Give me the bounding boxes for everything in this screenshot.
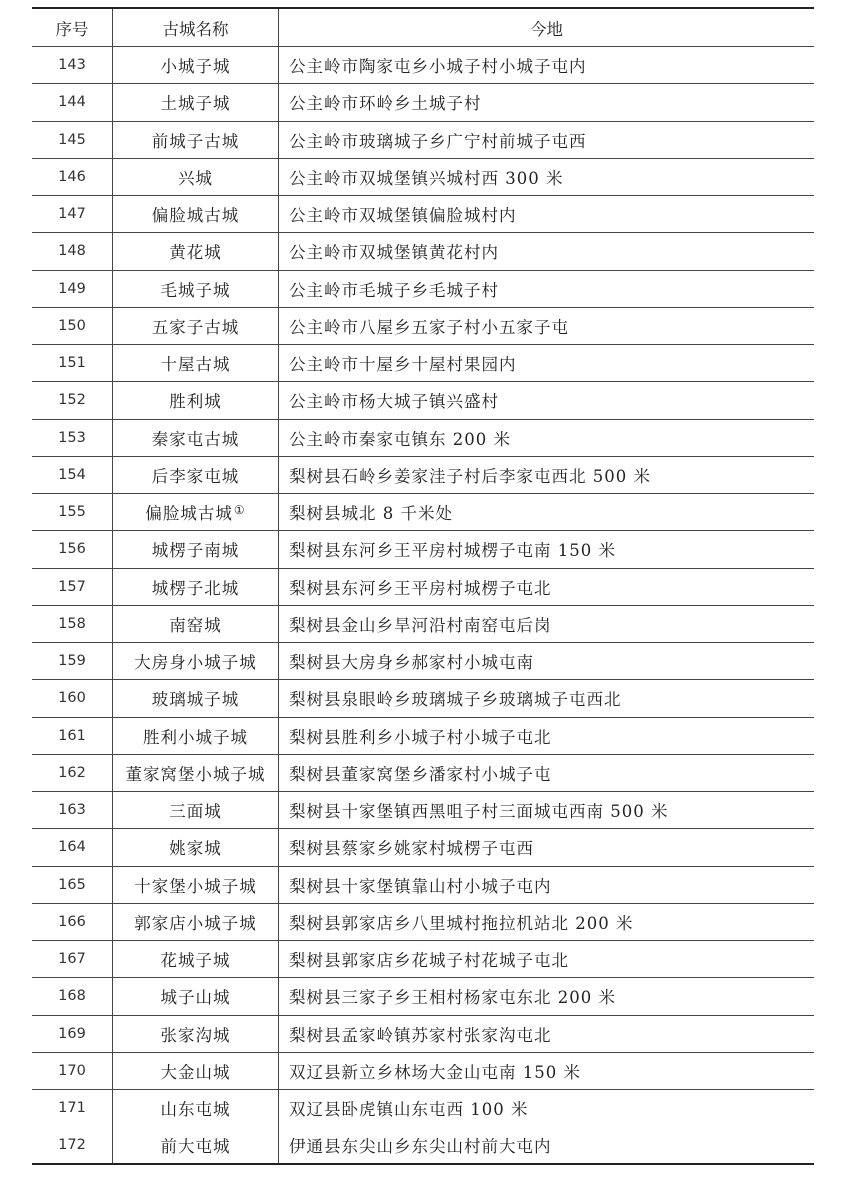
location-cell: 梨树县三家子乡王相村杨家屯东北 200 米 [279, 978, 815, 1015]
city-name: 董家窝堡小城子城 [125, 764, 266, 784]
city-name-cell [113, 345, 279, 382]
city-name-cell [113, 270, 279, 307]
serial-cell: 165 [32, 866, 113, 903]
document-page [32, 7, 814, 1165]
city-name-cell [113, 233, 279, 270]
city-name-cell [113, 903, 279, 940]
footnote-marker: ① [233, 503, 246, 518]
city-name-cell [113, 1015, 279, 1052]
location-cell: 梨树县胜利乡小城子村小城子屯北 [279, 717, 815, 754]
city-name: 南窑城 [169, 615, 222, 635]
city-name: 花城子城 [160, 951, 231, 971]
table-row [32, 978, 814, 1015]
location-cell: 梨树县城北 8 千米处 [279, 494, 815, 531]
location-cell: 梨树县东河乡王平房村城楞子屯北 [279, 568, 815, 605]
location-cell: 公主岭市八屋乡五家子村小五家子屯 [279, 307, 815, 344]
table-row [32, 903, 814, 940]
table-row [32, 158, 814, 195]
city-name-cell [113, 196, 279, 233]
location-cell: 梨树县郭家店乡八里城村拖拉机站北 200 米 [279, 903, 815, 940]
city-name-cell [113, 680, 279, 717]
location-cell: 双辽县新立乡林场大金山屯南 150 米 [279, 1052, 815, 1089]
serial-cell: 154 [32, 456, 113, 493]
location-cell: 梨树县东河乡王平房村城楞子屯南 150 米 [279, 531, 815, 568]
serial-cell: 152 [32, 382, 113, 419]
city-name: 兴城 [178, 168, 213, 188]
city-name: 十屋古城 [160, 355, 231, 375]
city-name-cell [113, 829, 279, 866]
location-cell: 梨树县石岭乡姜家洼子村后李家屯西北 500 米 [279, 456, 815, 493]
serial-cell: 168 [32, 978, 113, 1015]
table-row [32, 196, 814, 233]
table-row [32, 792, 814, 829]
location-cell: 梨树县大房身乡郝家村小城屯南 [279, 643, 815, 680]
table-row [32, 941, 814, 978]
location-cell: 梨树县十家堡镇靠山村小城子屯内 [279, 866, 815, 903]
city-name: 前城子古城 [151, 131, 240, 151]
city-name: 十家堡小城子城 [134, 876, 257, 896]
serial-cell: 144 [32, 84, 113, 121]
serial-cell: 151 [32, 345, 113, 382]
serial-cell: 148 [32, 233, 113, 270]
table-header-row [32, 8, 814, 47]
location-cell: 公主岭市陶家屯乡小城子村小城子屯内 [279, 47, 815, 84]
location-cell: 公主岭市环岭乡土城子村 [279, 84, 815, 121]
serial-cell: 149 [32, 270, 113, 307]
city-name: 姚家城 [169, 839, 222, 859]
serial-cell: 161 [32, 717, 113, 754]
serial-cell: 155 [32, 494, 113, 531]
city-name-cell [113, 1052, 279, 1089]
table-row [32, 1052, 814, 1089]
city-name: 三面城 [169, 802, 222, 822]
city-name: 胜利小城子城 [143, 727, 248, 747]
city-name-cell [113, 307, 279, 344]
city-name: 前大屯城 [160, 1136, 231, 1156]
city-name: 城楞子南城 [151, 541, 240, 561]
location-cell: 梨树县金山乡旱河沿村南窑屯后岗 [279, 605, 815, 642]
table-row [32, 1127, 814, 1164]
ancient-city-table [32, 7, 814, 1165]
city-name: 偏脸城古城 [151, 206, 240, 226]
table-row [32, 456, 814, 493]
header-serial: 序号 [32, 8, 113, 47]
city-name-cell [113, 866, 279, 903]
table-body [32, 47, 814, 1165]
city-name: 五家子古城 [151, 317, 240, 337]
location-cell: 公主岭市玻璃城子乡广宁村前城子屯西 [279, 121, 815, 158]
location-cell: 公主岭市杨大城子镇兴盛村 [279, 382, 815, 419]
city-name: 大房身小城子城 [134, 653, 257, 673]
location-cell: 伊通县东尖山乡东尖山村前大屯内 [279, 1127, 815, 1164]
city-name: 胜利城 [169, 392, 222, 412]
serial-cell: 159 [32, 643, 113, 680]
serial-cell: 171 [32, 1090, 113, 1127]
table-row [32, 1015, 814, 1052]
serial-cell: 156 [32, 531, 113, 568]
city-name-cell [113, 494, 279, 531]
city-name-cell [113, 792, 279, 829]
table-row [32, 233, 814, 270]
table-row [32, 1090, 814, 1127]
table-row [32, 84, 814, 121]
location-cell: 公主岭市双城堡镇黄花村内 [279, 233, 815, 270]
serial-cell: 169 [32, 1015, 113, 1052]
table-row [32, 680, 814, 717]
table-row [32, 568, 814, 605]
city-name-cell [113, 1127, 279, 1164]
serial-cell: 160 [32, 680, 113, 717]
table-row [32, 307, 814, 344]
city-name-cell [113, 456, 279, 493]
header-city-name: 古城名称 [113, 8, 279, 47]
location-cell: 公主岭市十屋乡十屋村果园内 [279, 345, 815, 382]
location-cell: 梨树县郭家店乡花城子村花城子屯北 [279, 941, 815, 978]
serial-cell: 157 [32, 568, 113, 605]
location-cell: 公主岭市双城堡镇偏脸城村内 [279, 196, 815, 233]
city-name-cell [113, 978, 279, 1015]
table-row [32, 419, 814, 456]
location-cell: 梨树县十家堡镇西黑咀子村三面城屯西南 500 米 [279, 792, 815, 829]
serial-cell: 167 [32, 941, 113, 978]
table-row [32, 121, 814, 158]
serial-cell: 164 [32, 829, 113, 866]
serial-cell: 163 [32, 792, 113, 829]
city-name-cell [113, 941, 279, 978]
city-name: 郭家店小城子城 [134, 913, 257, 933]
city-name-cell [113, 643, 279, 680]
city-name-cell [113, 47, 279, 84]
table-row [32, 717, 814, 754]
serial-cell: 150 [32, 307, 113, 344]
table-row [32, 754, 814, 791]
city-name-cell [113, 568, 279, 605]
city-name: 偏脸城古城 [145, 504, 233, 524]
location-cell: 梨树县泉眼岭乡玻璃城子乡玻璃城子屯西北 [279, 680, 815, 717]
serial-cell: 166 [32, 903, 113, 940]
city-name: 秦家屯古城 [151, 429, 240, 449]
city-name: 大金山城 [160, 1062, 231, 1082]
city-name: 黄花城 [169, 243, 222, 263]
city-name: 玻璃城子城 [151, 690, 240, 710]
table-row [32, 47, 814, 84]
city-name: 山东屯城 [160, 1100, 231, 1120]
location-cell: 梨树县董家窝堡乡潘家村小城子屯 [279, 754, 815, 791]
city-name-cell [113, 1090, 279, 1127]
city-name: 后李家屯城 [151, 466, 240, 486]
city-name: 土城子城 [160, 94, 231, 114]
serial-cell: 158 [32, 605, 113, 642]
location-cell: 双辽县卧虎镇山东屯西 100 米 [289, 1100, 529, 1120]
city-name: 张家沟城 [160, 1025, 231, 1045]
serial-cell: 172 [32, 1127, 113, 1164]
city-name-cell [113, 158, 279, 195]
location-cell: 公主岭市毛城子乡毛城子村 [279, 270, 815, 307]
table-row [32, 494, 814, 531]
city-name-cell [113, 84, 279, 121]
table-row [32, 270, 814, 307]
table-row [32, 345, 814, 382]
location-cell: 公主岭市双城堡镇兴城村西 300 米 [279, 158, 815, 195]
table-row [32, 866, 814, 903]
city-name: 城子山城 [160, 988, 231, 1008]
serial-cell: 170 [32, 1052, 113, 1089]
city-name: 城楞子北城 [151, 578, 240, 598]
city-name-cell [113, 419, 279, 456]
table-row [32, 643, 814, 680]
serial-cell: 146 [32, 158, 113, 195]
city-name-cell [113, 531, 279, 568]
city-name-cell [113, 382, 279, 419]
city-name: 小城子城 [160, 57, 231, 77]
table-row [32, 605, 814, 642]
table-row [32, 829, 814, 866]
city-name-cell [113, 121, 279, 158]
city-name-cell [113, 754, 279, 791]
header-location: 今地 [279, 8, 815, 47]
serial-cell: 145 [32, 121, 113, 158]
table-row [32, 382, 814, 419]
serial-cell: 143 [32, 47, 113, 84]
city-name: 毛城子城 [160, 280, 231, 300]
serial-cell: 153 [32, 419, 113, 456]
table-row [32, 531, 814, 568]
city-name-cell [113, 717, 279, 754]
city-name-cell [113, 605, 279, 642]
location-cell: 梨树县孟家岭镇苏家村张家沟屯北 [279, 1015, 815, 1052]
location-cell: 公主岭市秦家屯镇东 200 米 [279, 419, 815, 456]
location-cell: 梨树县蔡家乡姚家村城楞子屯西 [279, 829, 815, 866]
serial-cell: 162 [32, 754, 113, 791]
serial-cell: 147 [32, 196, 113, 233]
